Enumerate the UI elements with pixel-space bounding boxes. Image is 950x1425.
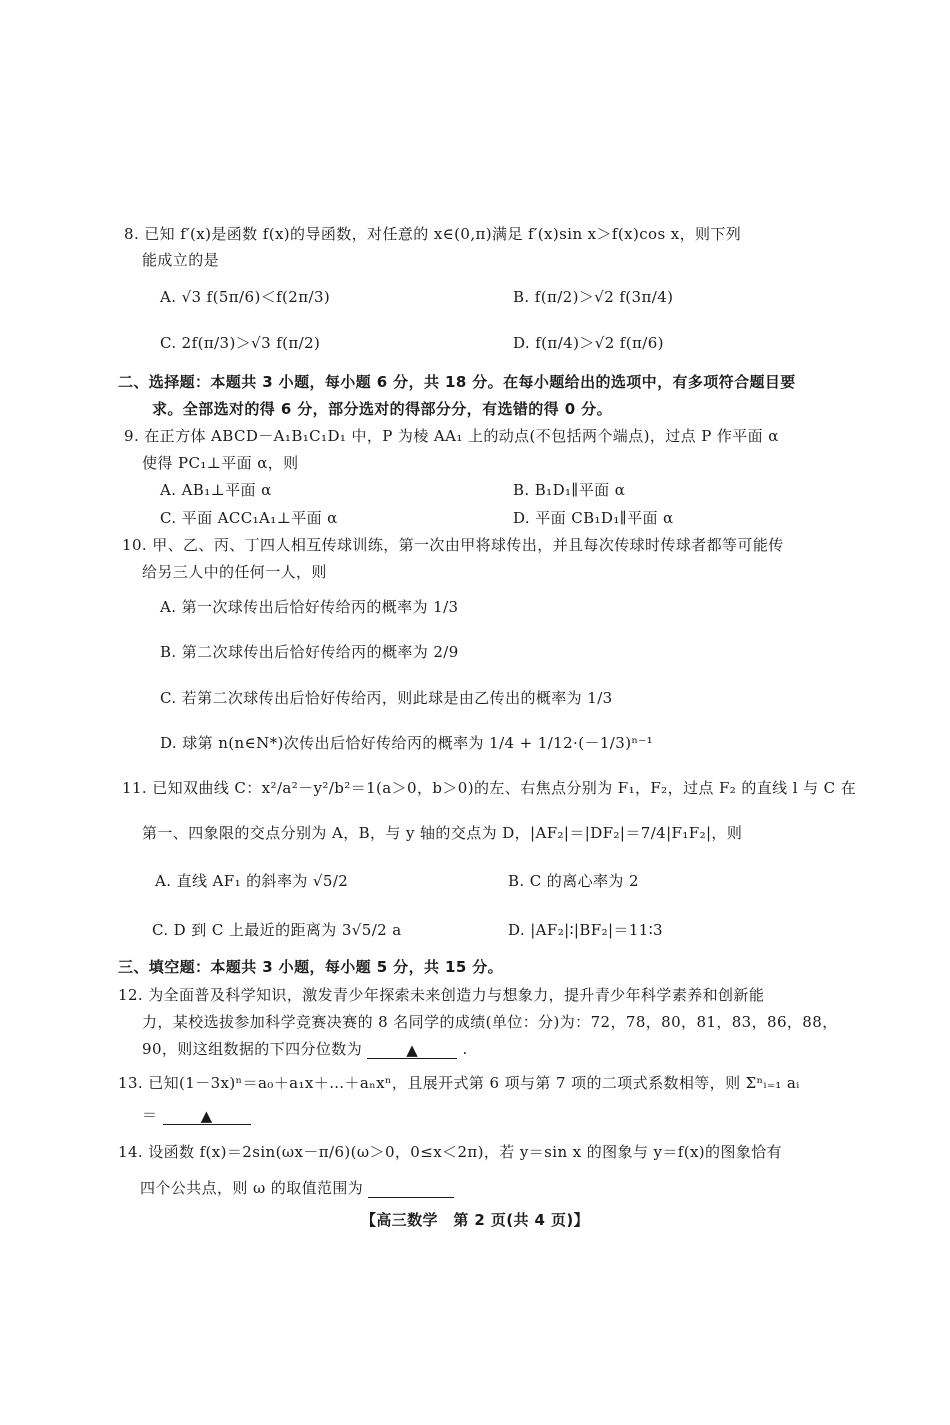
q8-option-d: D. f(π/4)＞√2 f(π/6) bbox=[513, 334, 664, 352]
q13-answer-blank[interactable]: ▲ bbox=[163, 1106, 251, 1125]
section-2-header-line-1: 二、选择题：本题共 3 小题，每小题 6 分，共 18 分。在每小题给出的选项中，有多项符合题目要 bbox=[118, 373, 796, 391]
q12-answer-blank[interactable]: ▲ bbox=[367, 1040, 457, 1059]
q10-stem-line-1: 10. 甲、乙、丙、丁四人相互传球训练，第一次由甲将球传出，并且每次传球时传球者都等可能传 bbox=[122, 536, 784, 554]
q9-option-b: B. B₁D₁∥平面 α bbox=[513, 481, 626, 499]
q12-line-3-text: 90，则这组数据的下四分位数为 bbox=[142, 1040, 363, 1058]
q10-option-d: D. 球第 n(n∈N*)次传出后恰好传给丙的概率为 1/4 + 1/12·(－1/3)ⁿ⁻¹ bbox=[160, 734, 654, 752]
q12-line-2: 力，某校选拔参加科学竞赛决赛的 8 名同学的成绩(单位：分)为：72，78，80，81，83，86，88， bbox=[142, 1013, 838, 1031]
q11-option-d: D. |AF₂|∶|BF₂|＝11∶3 bbox=[508, 921, 663, 939]
q8-option-c: C. 2f(π/3)＞√3 f(π/2) bbox=[160, 334, 321, 352]
q12-line-3 bbox=[142, 1039, 468, 1059]
q9-stem-line-2: 使得 PC₁⊥平面 α，则 bbox=[142, 454, 299, 472]
q11-option-a: A. 直线 AF₁ 的斜率为 √5/2 bbox=[155, 872, 349, 890]
q11-stem-line-1: 11. 已知双曲线 C：x²/a²－y²/b²＝1(a＞0，b＞0)的左、右焦点分别为 F₁，F₂，过点 F₂ 的直线 l 与 C 在 bbox=[122, 779, 857, 797]
q11-stem-line-2: 第一、四象限的交点分别为 A，B，与 y 轴的交点为 D，|AF₂|＝|DF₂|＝7/4|F₁F₂|，则 bbox=[142, 824, 743, 842]
q13-line-1: 13. 已知(1－3x)ⁿ＝a₀＋a₁x＋…＋aₙxⁿ，且展开式第 6 项与第 7 项的二项式系数相等，则 Σⁿᵢ₌₁ aᵢ bbox=[118, 1074, 800, 1092]
q8-option-a: A. √3 f(5π/6)＜f(2π/3) bbox=[160, 288, 331, 306]
q9-option-d: D. 平面 CB₁D₁∥平面 α bbox=[513, 509, 674, 527]
q10-stem-line-2: 给另三人中的任何一人，则 bbox=[142, 563, 327, 581]
q9-option-c: C. 平面 ACC₁A₁⊥平面 α bbox=[160, 509, 338, 527]
q8-stem-line-1: 8. 已知 f′(x)是函数 f(x)的导函数，对任意的 x∈(0,π)满足 f′(x)sin x＞f(x)cos x，则下列 bbox=[124, 225, 742, 243]
q14-line-2 bbox=[140, 1178, 454, 1198]
q9-option-a: A. AB₁⊥平面 α bbox=[160, 481, 272, 499]
q12-line-3-end: . bbox=[462, 1040, 468, 1058]
q13-line-2 bbox=[142, 1105, 251, 1125]
q10-option-b: B. 第二次球传出后恰好传给丙的概率为 2/9 bbox=[160, 643, 459, 661]
q8-stem-line-2: 能成立的是 bbox=[142, 251, 220, 269]
q11-option-b: B. C 的离心率为 2 bbox=[508, 872, 639, 890]
q8-option-b: B. f(π/2)＞√2 f(3π/4) bbox=[513, 288, 674, 306]
q14-line-1: 14. 设函数 f(x)＝2sin(ωx－π/6)(ω＞0，0≤x＜2π)，若 y＝sin x 的图象与 y＝f(x)的图象恰有 bbox=[118, 1143, 783, 1161]
q14-answer-blank[interactable] bbox=[368, 1179, 454, 1198]
q12-line-1: 12. 为全面普及科学知识，激发青少年探索未来创造力与想象力，提升青少年科学素养和创新能 bbox=[118, 986, 765, 1004]
q10-option-a: A. 第一次球传出后恰好传给丙的概率为 1/3 bbox=[160, 598, 459, 616]
section-3-header: 三、填空题：本题共 3 小题，每小题 5 分，共 15 分。 bbox=[118, 958, 504, 976]
q13-line-2-text: ＝ bbox=[142, 1106, 158, 1124]
page-footer: 【高三数学 第 2 页(共 4 页)】 bbox=[360, 1211, 590, 1229]
q9-stem-line-1: 9. 在正方体 ABCD－A₁B₁C₁D₁ 中，P 为棱 AA₁ 上的动点(不包括两个端点)，过点 P 作平面 α bbox=[124, 427, 779, 445]
section-2-header-line-2: 求。全部选对的得 6 分，部分选对的得部分分，有选错的得 0 分。 bbox=[152, 400, 612, 418]
q11-option-c: C. D 到 C 上最近的距离为 3√5/2 a bbox=[152, 921, 402, 939]
q14-line-2-text: 四个公共点，则 ω 的取值范围为 bbox=[140, 1179, 364, 1197]
q10-option-c: C. 若第二次球传出后恰好传给丙，则此球是由乙传出的概率为 1/3 bbox=[160, 689, 613, 707]
